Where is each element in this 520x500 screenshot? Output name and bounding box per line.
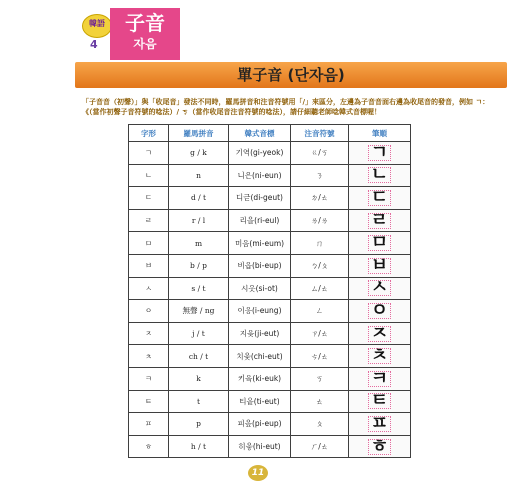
- table-row: [129, 390, 411, 413]
- stroke-order-cell: [349, 367, 411, 390]
- chapter-title: 子音: [125, 11, 165, 35]
- stroke-order-cell: [349, 142, 411, 165]
- jamo-cell: ㄴ: [129, 164, 169, 187]
- korean-name-cell: 히읗(hi-eut): [229, 435, 291, 458]
- table-row: [129, 232, 411, 255]
- korean-name-cell: 기역(gi-yeok): [229, 142, 291, 165]
- stroke-order-cell: [349, 164, 411, 187]
- stroke-order-cell: [349, 435, 411, 458]
- korean-name-cell: 시옷(si-ot): [229, 277, 291, 300]
- stroke-order-cell: [349, 300, 411, 323]
- korean-name-cell: 지읒(ji-eut): [229, 322, 291, 345]
- korean-name-cell: 비읍(bi-eup): [229, 254, 291, 277]
- header-roman: 羅馬拼音: [169, 125, 229, 142]
- unit-badge: [82, 14, 112, 38]
- roman-cell: d / t: [169, 187, 229, 210]
- table-row: [129, 164, 411, 187]
- roman-cell: g / k: [169, 142, 229, 165]
- korean-name-cell: 키읔(ki-euk): [229, 367, 291, 390]
- korean-name-cell: 니은(ni-eun): [229, 164, 291, 187]
- stroke-order-cell: [349, 413, 411, 436]
- stroke-order-cell: [349, 322, 411, 345]
- korean-name-cell: 피읖(pi-eup): [229, 413, 291, 436]
- stroke-order-cell: [349, 345, 411, 368]
- jamo-cell: ㅊ: [129, 345, 169, 368]
- stroke-order-cell: [349, 187, 411, 210]
- roman-cell: 無聲 / ng: [169, 300, 229, 323]
- roman-cell: k: [169, 367, 229, 390]
- roman-cell: p: [169, 413, 229, 436]
- stroke-order-glyph: ㄹ: [370, 209, 389, 231]
- zhuyin-cell: ㄍ/ㄎ: [291, 142, 349, 165]
- table-row: [129, 254, 411, 277]
- roman-cell: b / p: [169, 254, 229, 277]
- zhuyin-cell: ㄏ/ㄊ: [291, 435, 349, 458]
- jamo-cell: ㄹ: [129, 209, 169, 232]
- stroke-order-cell: [349, 254, 411, 277]
- korean-name-cell: 디귿(di-geut): [229, 187, 291, 210]
- roman-cell: j / t: [169, 322, 229, 345]
- roman-cell: n: [169, 164, 229, 187]
- stroke-order-cell: [349, 232, 411, 255]
- jamo-cell: ㄱ: [129, 142, 169, 165]
- stroke-order-glyph: ㅂ: [370, 254, 389, 276]
- table-row: [129, 142, 411, 165]
- header-stroke-order: 筆順: [349, 125, 411, 142]
- stroke-order-glyph: ㅈ: [370, 322, 389, 344]
- table-body: [129, 142, 411, 458]
- stroke-order-glyph: ㅎ: [370, 435, 389, 457]
- header-jamo: 字形: [129, 125, 169, 142]
- stroke-order-cell: [349, 277, 411, 300]
- stroke-order-glyph: ㅊ: [370, 345, 389, 367]
- stroke-order-glyph: ㅅ: [370, 277, 389, 299]
- table-header-row: [129, 125, 411, 142]
- jamo-cell: ㅌ: [129, 390, 169, 413]
- stroke-order-glyph: ㄱ: [370, 141, 389, 163]
- jamo-cell: ㅈ: [129, 322, 169, 345]
- roman-cell: ch / t: [169, 345, 229, 368]
- table-row: [129, 345, 411, 368]
- roman-cell: s / t: [169, 277, 229, 300]
- table-row: [129, 277, 411, 300]
- intro-paragraph: 「子音音（初聲）」與「收尾音」發法不同時，羅馬拼音和注音符號用「/」來區分，左邊為子音音面右邊為收尾音的發音，例如 ㄱ：《（當作初聲子音符號的唸法）/ ㄎ（當作收尾音注音符號的唸法），請仔細聽老師唸韓式音標喔！: [82, 98, 490, 116]
- jamo-cell: ㅎ: [129, 435, 169, 458]
- table-row: [129, 209, 411, 232]
- section-banner: [75, 62, 507, 88]
- unit-badge-label: 韓語: [89, 19, 105, 28]
- table-row: [129, 187, 411, 210]
- section-title: 單子音 (단자음): [237, 66, 345, 84]
- table-row: [129, 300, 411, 323]
- zhuyin-cell: ㄗ/ㄊ: [291, 322, 349, 345]
- jamo-cell: ㅁ: [129, 232, 169, 255]
- jamo-cell: ㅇ: [129, 300, 169, 323]
- jamo-cell: ㅂ: [129, 254, 169, 277]
- zhuyin-cell: ㄘ/ㄊ: [291, 345, 349, 368]
- korean-name-cell: 리을(ri-eul): [229, 209, 291, 232]
- chapter-subtitle: 자음: [133, 37, 157, 51]
- zhuyin-cell: ㄆ: [291, 413, 349, 436]
- roman-cell: h / t: [169, 435, 229, 458]
- stroke-order-cell: [349, 390, 411, 413]
- korean-name-cell: 미음(mi-eum): [229, 232, 291, 255]
- stroke-order-glyph: ㅌ: [370, 390, 389, 412]
- zhuyin-cell: ㄥ: [291, 300, 349, 323]
- unit-number: 4: [90, 38, 98, 51]
- zhuyin-cell: ㄇ: [291, 232, 349, 255]
- stroke-order-glyph: ㄷ: [370, 186, 389, 208]
- korean-name-cell: 이응(i-eung): [229, 300, 291, 323]
- stroke-order-glyph: ㅍ: [370, 412, 389, 434]
- chapter-header: [110, 8, 180, 60]
- table-row: [129, 322, 411, 345]
- korean-name-cell: 티읕(ti-eut): [229, 390, 291, 413]
- jamo-cell: ㅅ: [129, 277, 169, 300]
- zhuyin-cell: ㄎ: [291, 367, 349, 390]
- stroke-order-glyph: ㅋ: [370, 367, 389, 389]
- zhuyin-cell: ㄉ/ㄊ: [291, 187, 349, 210]
- consonant-table: [128, 124, 411, 458]
- stroke-order-cell: [349, 209, 411, 232]
- table-row: [129, 413, 411, 436]
- zhuyin-cell: ㄌ/ㄌ: [291, 209, 349, 232]
- zhuyin-cell: ㄙ/ㄊ: [291, 277, 349, 300]
- korean-name-cell: 치읓(chi-eut): [229, 345, 291, 368]
- table-row: [129, 435, 411, 458]
- page-number: 11: [248, 465, 268, 481]
- zhuyin-cell: ㄋ: [291, 164, 349, 187]
- roman-cell: m: [169, 232, 229, 255]
- jamo-cell: ㅍ: [129, 413, 169, 436]
- header-zhuyin: 注音符號: [291, 125, 349, 142]
- roman-cell: t: [169, 390, 229, 413]
- zhuyin-cell: ㄅ/ㄆ: [291, 254, 349, 277]
- roman-cell: r / l: [169, 209, 229, 232]
- jamo-cell: ㅋ: [129, 367, 169, 390]
- stroke-order-glyph: ㄴ: [370, 164, 389, 186]
- jamo-cell: ㄷ: [129, 187, 169, 210]
- stroke-order-glyph: ㅁ: [370, 232, 389, 254]
- table-row: [129, 367, 411, 390]
- stroke-order-glyph: ㅇ: [370, 299, 389, 321]
- header-korean-name: 韓式音標: [229, 125, 291, 142]
- zhuyin-cell: ㄊ: [291, 390, 349, 413]
